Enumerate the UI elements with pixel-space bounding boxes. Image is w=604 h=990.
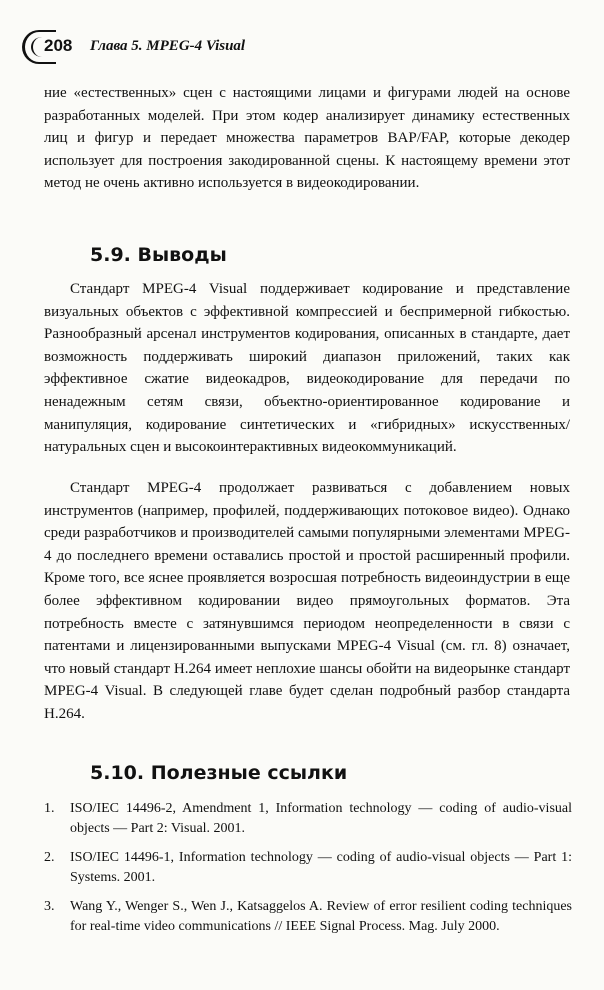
intro-paragraph: ние «естественных» сцен с настоящими лицами и фигурами людей на основе разработанных моделей. При этом кодер анализирует динамику естественных лиц и фигур и передает множества параметров BAP/FAP, которые декодер использует для построения закодированной сцены. К настоящему времени этот метод не очень активно используется в видеокодировании. — [44, 85, 570, 192]
reference-item — [44, 848, 572, 887]
conclusions-paragraph-2: Стандарт MPEG-4 продолжает развиваться с добавлением новых инструментов (например, профилей, поддерживающих потоковое видео). Однако среди разработчиков и производителей самыми популярными элементами MPEG-4 до последнего времени оставались простой и простой расширенный профили. Кроме того, все яснее проявляется возросшая потребность видеоиндустрии в еще более эффективном кодировании видео прямоугольных форматов. Эта потребность вместе с затянувшимся периодом неопределенности в связи с патентами и лицензированными выпусками MPEG-4 Visual (см. гл. 8) означает, что новый стандарт H.264 имеет неплохие шансы обойти на видеорынке стандарт MPEG-4 Visual. В следующей главе будет сделан подробный разбор стандарта H.264. — [44, 480, 570, 722]
page-header — [22, 28, 582, 64]
reference-text: ISO/IEC 14496-1, Information technology — coding of audio-visual objects — Part 1: Systems. 2001. — [70, 850, 572, 885]
page-number: 208 — [44, 36, 73, 55]
reference-list — [44, 799, 572, 946]
reference-number: 2. — [44, 850, 55, 865]
reference-item — [44, 799, 572, 838]
section-heading-links: 5.10. Полезные ссылки — [90, 762, 348, 784]
reference-text: ISO/IEC 14496-2, Amendment 1, Information technology — coding of audio-visual objects — Part 2: Visual. 2001. — [70, 801, 572, 836]
reference-number: 3. — [44, 899, 55, 914]
running-head: Глава 5. MPEG-4 Visual — [90, 38, 246, 54]
conclusions-paragraph-1: Стандарт MPEG-4 Visual поддерживает кодирование и представление визуальных объектов с эффективной компрессией и беспримерной гибкостью. Разнообразный арсенал инструментов кодирования, описанных в стандарте, дает возможность поддерживать широкий диапазон приложений, таких как эффективное сжатие видеокадров, видеокодирование для передачи по ненадежным сетям связи, объектно-ориентированное кодирование и манипуляция, кодирование синтетических и «гибридных» искусственных/натуральных сцен и высокоинтерактивных видеокоммуникаций. — [44, 281, 570, 456]
section-heading-conclusions: 5.9. Выводы — [90, 244, 227, 266]
reference-text: Wang Y., Wenger S., Wen J., Katsaggelos A. Review of error resilient coding techniques for real-time video communications // IEEE Signal Process. Mag. July 2000. — [70, 899, 572, 934]
reference-number: 1. — [44, 801, 55, 816]
reference-item — [44, 897, 572, 936]
